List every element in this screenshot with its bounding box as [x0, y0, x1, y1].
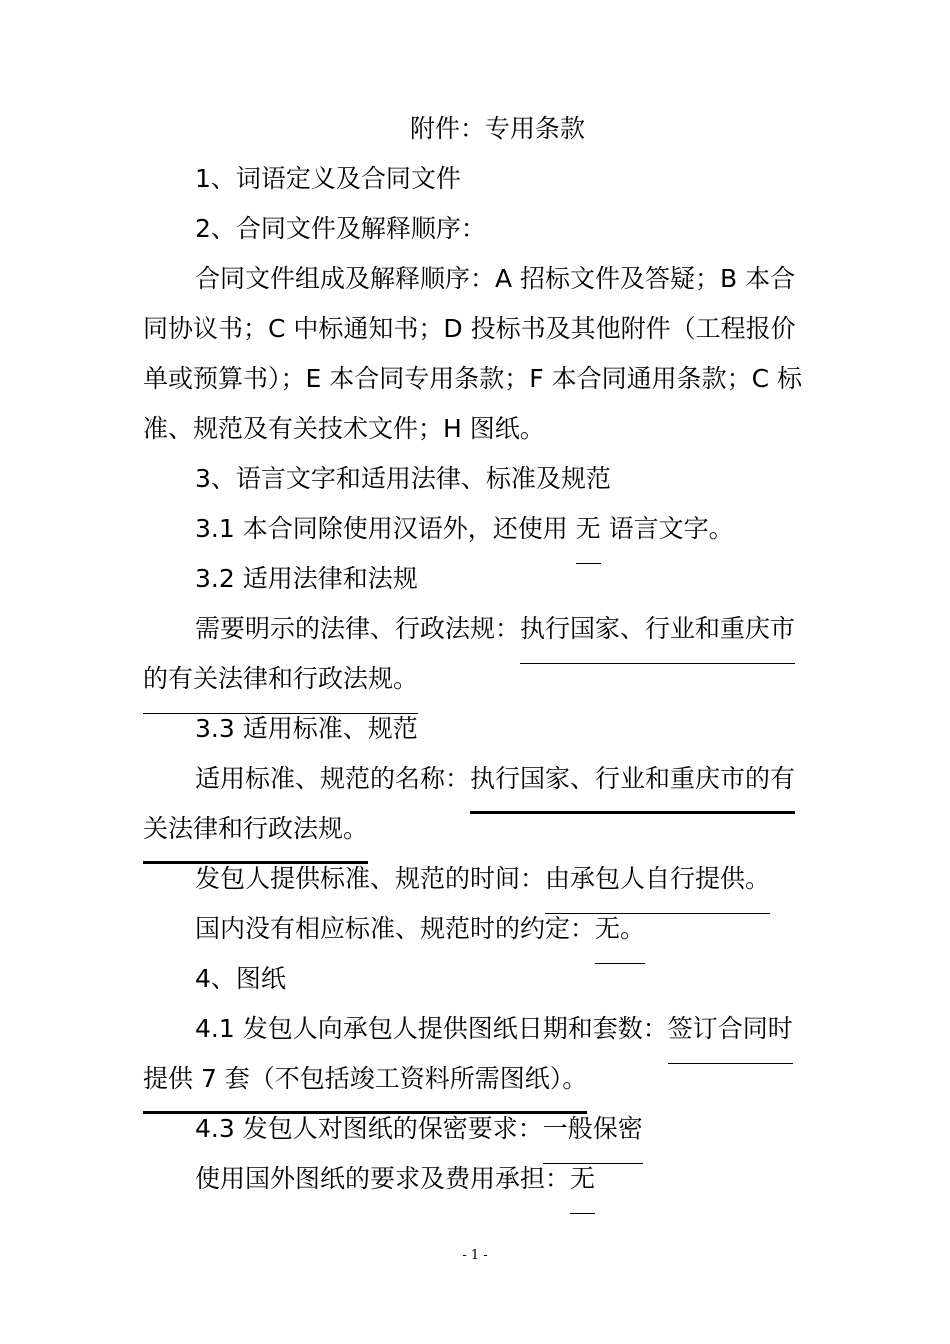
clause-3-3-heading: 3.3 适用标准、规范 — [195, 714, 418, 743]
std-none-value: 无。 — [595, 904, 645, 954]
foreign-drawings-value: 无 — [570, 1154, 595, 1204]
clause-4-1-line-1 — [195, 1004, 793, 1054]
clause-4-1-value-2: 提供 7 套（不包括竣工资料所需图纸）。 — [143, 1054, 587, 1104]
law-line-1 — [195, 604, 795, 654]
std-none-line — [195, 904, 645, 954]
clause-3-1-text: 3.1 本合同除使用汉语外，还使用 — [195, 514, 576, 543]
section-4-heading: 4、图纸 — [195, 964, 286, 993]
std-none-label: 国内没有相应标准、规范时的约定： — [195, 914, 596, 943]
page-title: 附件：专用条款 — [410, 114, 586, 143]
std-value-2: 关法律和行政法规。 — [143, 804, 368, 854]
std-time-line — [195, 854, 770, 904]
std-time-label: 发包人提供标准、规范的时间： — [195, 864, 546, 893]
std-line-1 — [195, 754, 795, 804]
std-value-1: 执行国家、行业和重庆市的有 — [470, 754, 795, 804]
std-label: 适用标准、规范的名称： — [195, 764, 471, 793]
clause-4-1-label: 4.1 发包人向承包人提供图纸日期和套数： — [195, 1014, 668, 1043]
law-label: 需要明示的法律、行政法规： — [195, 614, 521, 643]
law-line-2 — [143, 654, 418, 704]
contract-order-line-4: 准、规范及有关技术文件；H 图纸。 — [143, 414, 545, 443]
foreign-drawings-label: 使用国外图纸的要求及费用承担： — [195, 1164, 571, 1193]
clause-3-1-suffix: 语言文字。 — [600, 514, 734, 543]
contract-order-line-3: 单或预算书）；E 本合同专用条款；F 本合同通用条款；C 标 — [143, 364, 802, 393]
section-3-heading: 3、语言文字和适用法律、标准及规范 — [195, 464, 611, 493]
foreign-drawings-line — [195, 1154, 595, 1204]
std-time-value: 由承包人自行提供。 — [545, 854, 770, 904]
section-1-heading: 1、词语定义及合同文件 — [195, 164, 461, 193]
clause-3-2-heading: 3.2 适用法律和法规 — [195, 564, 418, 593]
contract-order-line-2: 同协议书；C 中标通知书；D 投标书及其他附件（工程报价 — [143, 314, 796, 343]
std-line-2 — [143, 804, 368, 854]
law-value-2: 的有关法律和行政法规。 — [143, 654, 418, 704]
clause-4-3-line — [195, 1104, 643, 1154]
clause-4-3-label: 4.3 发包人对图纸的保密要求： — [195, 1114, 543, 1143]
clause-4-1-value-1: 签订合同时 — [668, 1004, 793, 1054]
contract-order-line-1: 合同文件组成及解释顺序：A 招标文件及答疑；B 本合 — [195, 264, 796, 293]
section-2-heading: 2、合同文件及解释顺序： — [195, 214, 486, 243]
clause-4-3-value: 一般保密 — [543, 1104, 643, 1154]
page-number: - 1 - — [462, 1248, 488, 1263]
clause-3-1-value: 无 — [576, 504, 601, 554]
clause-3-1 — [195, 504, 734, 554]
clause-4-1-line-2 — [143, 1054, 587, 1104]
law-value-1: 执行国家、行业和重庆市 — [520, 604, 795, 654]
